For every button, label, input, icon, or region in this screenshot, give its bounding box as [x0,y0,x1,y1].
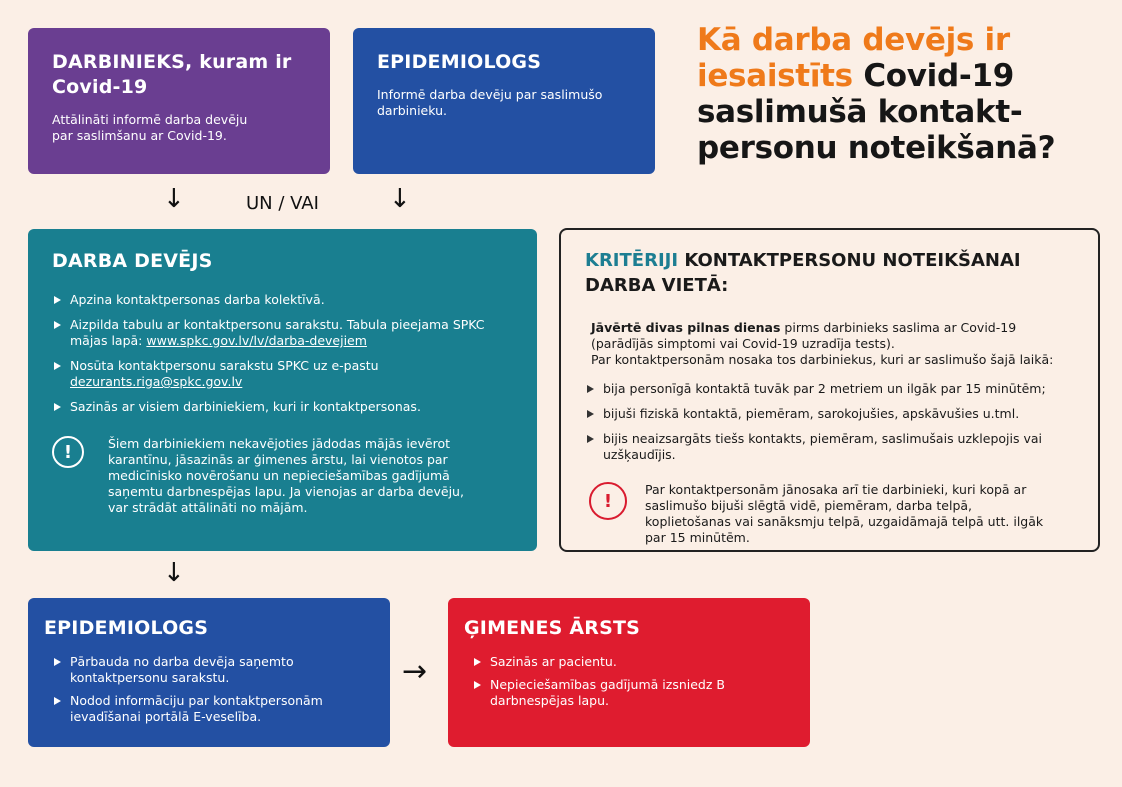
employer-warning-text: Šiem darbiniekiem nekavējoties jādodas mājās ievērot karantīnu, jāsazinās ar ģimenes ārstu, lai vienotos par medicīnisko novērošanu un nepieciešamības gadījumā saņemtu darbnespējas lapu. Ja vienojas ar darba devēju, var strādāt attālināti no mājām. [108,436,464,515]
employee-heading: DARBINIEKS, kuram ir Covid-19 [52,51,292,98]
criteria-warning [589,482,1044,546]
arrow-down-icon: ↓ [163,184,185,214]
title-orange: Kā darba devējs ir iesaistīts [697,22,1010,94]
email-link[interactable]: dezurants.riga@spkc.gov.lv [70,374,243,389]
family-doctor-box [448,598,810,747]
list-item: bijuši fiziskā kontaktā, piemēram, sarokojušies, apskāvušies u.tml. [585,406,1074,422]
criteria-box [559,228,1100,552]
exclamation-icon: ! [589,482,627,520]
epidemiologist-top-heading: EPIDEMIOLOGS [377,51,542,73]
epidemiologist-bottom-box [28,598,390,747]
criteria-intro-line2: Par kontaktpersonām nosaka tos darbiniekus, kuri ar saslimušo šajā laikā: [591,352,1054,367]
spkc-link[interactable]: www.spkc.gov.lv/lv/darba-devejiem [146,333,367,348]
arrow-down-icon: ↓ [389,184,411,214]
epidemiologist-top-box [353,28,655,174]
exclamation-icon: ! [52,436,84,468]
criteria-heading-rest: KONTAKTPERSONU NOTEIKŠANAI DARBA VIETĀ: [585,250,1021,296]
employee-text: Attālināti informē darba devēju par saslimšanu ar Covid-19. [52,112,248,143]
list-item: Nepieciešamības gadījumā izsniedz B darbnespējas lapu. [472,677,745,709]
criteria-list [585,381,1074,463]
arrow-down-icon: ↓ [163,558,185,588]
list-item: Apzina kontaktpersonas darba kolektīvā. [52,292,513,308]
criteria-intro [585,320,1074,368]
epidemiologist-bottom-heading: EPIDEMIOLOGS [44,617,209,639]
list-item: Nosūta kontaktpersonu sarakstu SPKC uz e-pastu dezurants.riga@spkc.gov.lv [52,358,513,390]
employer-list [52,292,513,415]
criteria-intro-rest: pirms darbinieks saslima ar Covid-19 (parādījās simptomi vai Covid-19 uzradīja tests). [591,320,1017,351]
employer-warning [52,436,482,516]
family-doctor-list [464,654,794,709]
epidemiologist-bottom-list [44,654,374,725]
list-item: Sazinās ar pacientu. [472,654,794,670]
criteria-intro-bold: Jāvērtē divas pilnas dienas [591,320,781,335]
employee-box [28,28,330,174]
criteria-heading-highlight: KRITĒRIJI [585,250,679,271]
arrow-right-icon: → [402,654,428,689]
list-item: Nodod informāciju par kontaktpersonām ievadīšanai portālā E-veselība. [52,693,340,725]
criteria-warning-text: Par kontaktpersonām jānosaka arī tie darbinieki, kuri kopā ar saslimušo bijuši slēgtā vidē, piemēram, darba telpā, koplietošanas vai sanāksmju telpā, uzgaidāmajā telpā utt. ilgāk par 15 minūtēm. [645,482,1044,545]
list-item: Pārbauda no darba devēja saņemto kontaktpersonu sarakstu. [52,654,320,686]
family-doctor-heading: ĢIMENES ĀRSTS [464,617,640,639]
epidemiologist-top-text: Informē darba devēju par saslimušo darbinieku. [377,87,603,118]
employer-box [28,229,537,551]
title-dark: Covid-19 saslimušā kontakt-personu noteikšanā? [697,58,1056,166]
list-item: Sazinās ar visiem darbiniekiem, kuri ir kontaktpersonas. [52,399,513,415]
employer-heading: DARBA DEVĒJS [52,250,213,272]
list-item: bija personīgā kontaktā tuvāk par 2 metriem un ilgāk par 15 minūtēm; [585,381,1074,397]
list-item: Aizpilda tabulu ar kontaktpersonu sarakstu. Tabula pieejama SPKC mājas lapā: www.spkc.gov.lv/lv/darba-devejiem [52,317,513,349]
page-title [697,22,1097,166]
list-item: bijis neaizsargāts tiešs kontakts, piemēram, saslimušais uzklepojis vai uzšķaudījis. [585,431,1074,463]
connector-label: UN / VAI [246,193,319,214]
criteria-heading [585,248,1074,298]
